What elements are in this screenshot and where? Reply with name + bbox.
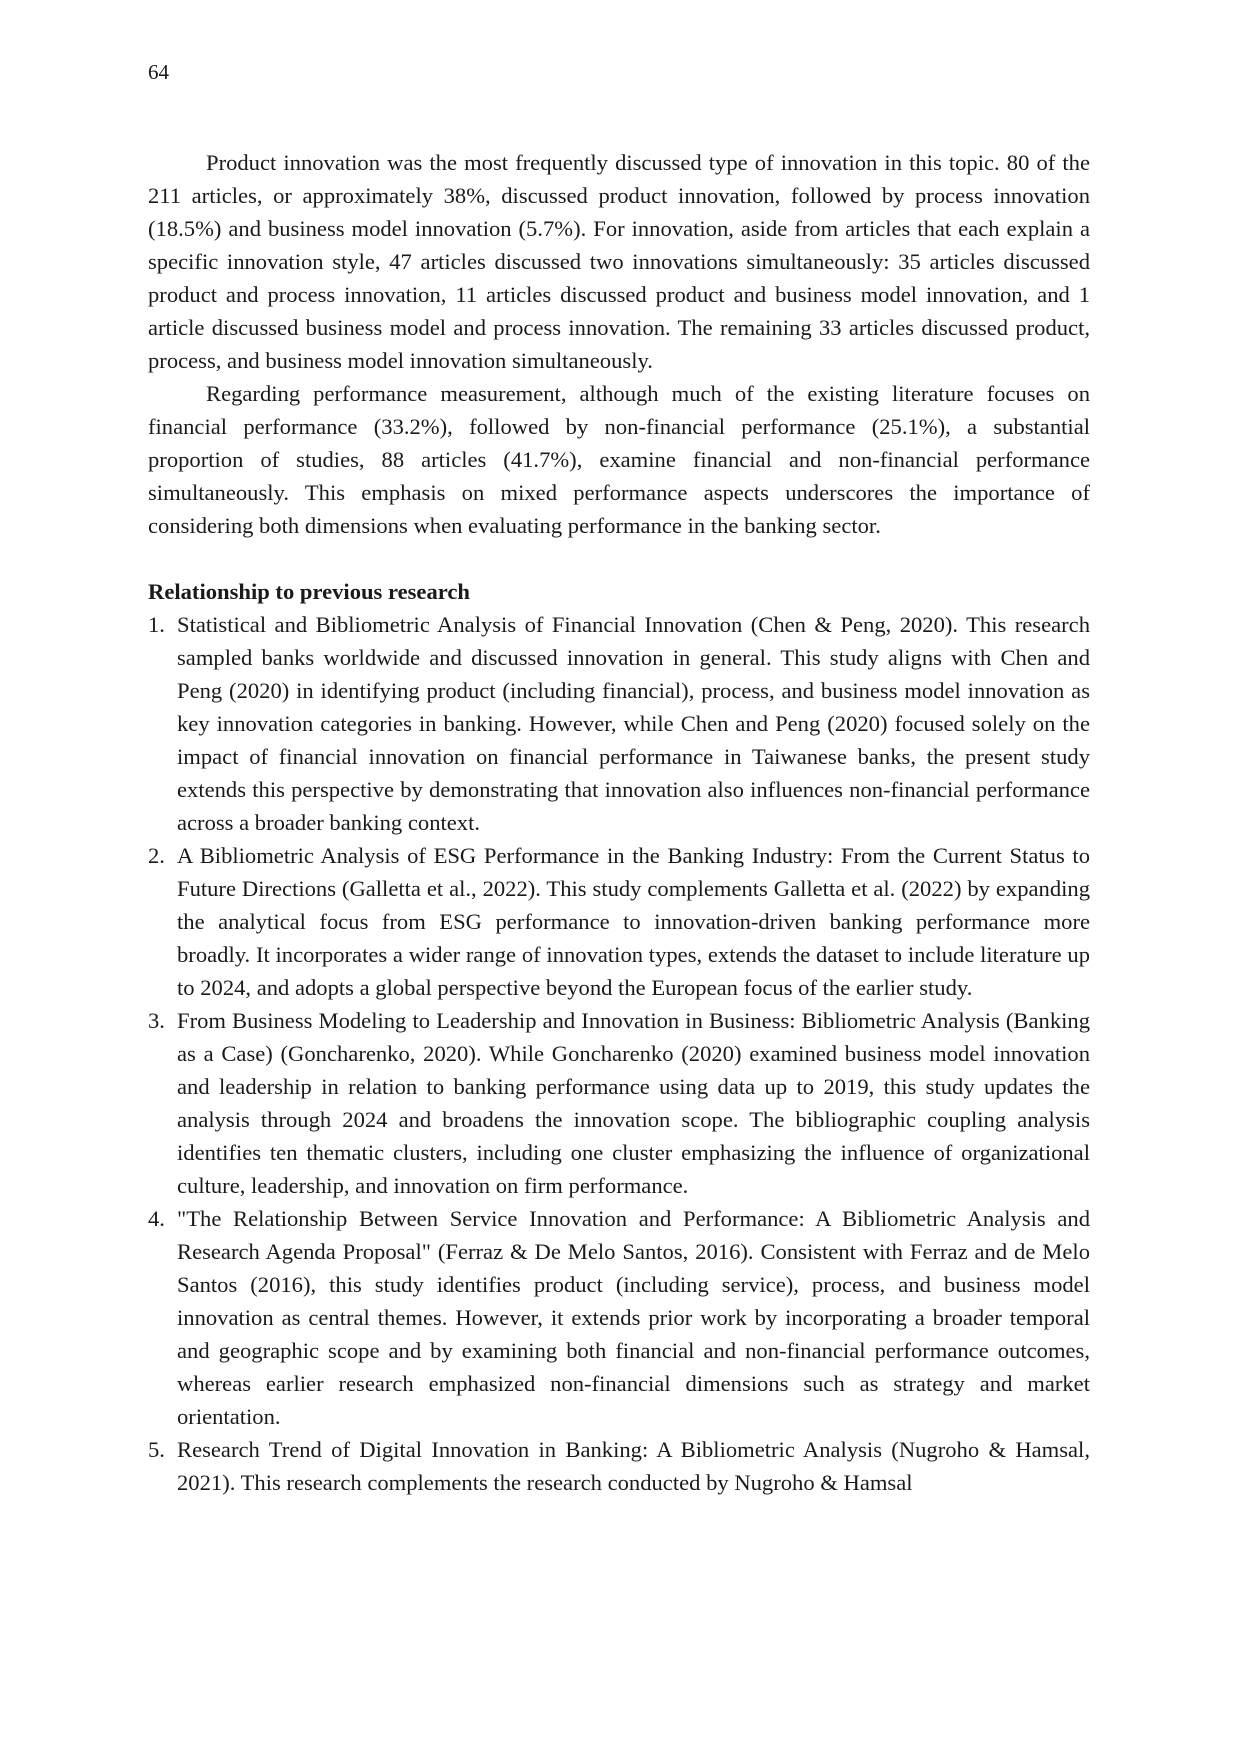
list-item-text: Research Trend of Digital Innovation in Banking: A Bibliometric Analysis (Nugroho & Hamsal, 2021). This research complements the research conducted by Nugroho & Hamsal (177, 1437, 1090, 1495)
list-item (148, 1004, 1090, 1202)
list-item (148, 839, 1090, 1004)
list-item-number: 1. (148, 612, 165, 637)
list-item-text: A Bibliometric Analysis of ESG Performance in the Banking Industry: From the Current Status to Future Directions (Galletta et al., 2022). This study complements Galletta et al. (2022) by expanding the analytical focus from ESG performance to innovation-driven banking performance more broadly. It incorporates a wider range of innovation types, extends the dataset to include literature up to 2024, and adopts a global perspective beyond the European focus of the earlier study. (177, 843, 1090, 1000)
paragraph-performance-measurement: Regarding performance measurement, although much of the existing literature focuses on financial performance (33.2%), followed by non-financial performance (25.1%), a substantial proportion of studies, 88 articles (41.7%), examine financial and non-financial performance simultaneously. This emphasis on mixed performance aspects underscores the importance of considering both dimensions when evaluating performance in the banking sector. (148, 381, 1090, 538)
page-body (148, 146, 1090, 1499)
list-item-number: 3. (148, 1008, 165, 1033)
list-item (148, 1433, 1090, 1499)
list-item-text: Statistical and Bibliometric Analysis of Financial Innovation (Chen & Peng, 2020). This research sampled banks worldwide and discussed innovation in general. This study aligns with Chen and Peng (2020) in identifying product (including financial), process, and business model innovation as key innovation categories in banking. However, while Chen and Peng (2020) focused solely on the impact of financial innovation on financial performance in Taiwanese banks, the present study extends this perspective by demonstrating that innovation also influences non-financial performance across a broader banking context. (177, 612, 1090, 835)
list-item-number: 5. (148, 1437, 165, 1462)
list-item-number: 2. (148, 843, 165, 868)
previous-research-list (148, 608, 1090, 1499)
list-item (148, 608, 1090, 839)
section-spacer (148, 542, 1090, 575)
page-number: 64 (148, 60, 169, 84)
section-heading: Relationship to previous research (148, 579, 470, 604)
list-item-text: From Business Modeling to Leadership and Innovation in Business: Bibliometric Analysis (Banking as a Case) (Goncharenko, 2020). While Goncharenko (2020) examined business model innovation and leadership in relation to banking performance using data up to 2019, this study updates the analysis through 2024 and broadens the innovation scope. The bibliographic coupling analysis identifies ten thematic clusters, including one cluster emphasizing the influence of organizational culture, leadership, and innovation on firm performance. (177, 1008, 1090, 1198)
list-item-number: 4. (148, 1206, 165, 1231)
list-item (148, 1202, 1090, 1433)
paragraph-innovation-types: Product innovation was the most frequently discussed type of innovation in this topic. 80 of the 211 articles, or approximately 38%, discussed product innovation, followed by process innovation (18.5%) and business model innovation (5.7%). For innovation, aside from articles that each explain a specific innovation style, 47 articles discussed two innovations simultaneously: 35 articles discussed product and process innovation, 11 articles discussed product and business model innovation, and 1 article discussed business model and process innovation. The remaining 33 articles discussed product, process, and business model innovation simultaneously. (148, 150, 1090, 373)
list-item-text: "The Relationship Between Service Innovation and Performance: A Bibliometric Analysis and Research Agenda Proposal" (Ferraz & De Melo Santos, 2016). Consistent with Ferraz and de Melo Santos (2016), this study identifies product (including service), process, and business model innovation as central themes. However, it extends prior work by incorporating a broader temporal and geographic scope and by examining both financial and non-financial performance outcomes, whereas earlier research emphasized non-financial dimensions such as strategy and market orientation. (177, 1206, 1090, 1429)
